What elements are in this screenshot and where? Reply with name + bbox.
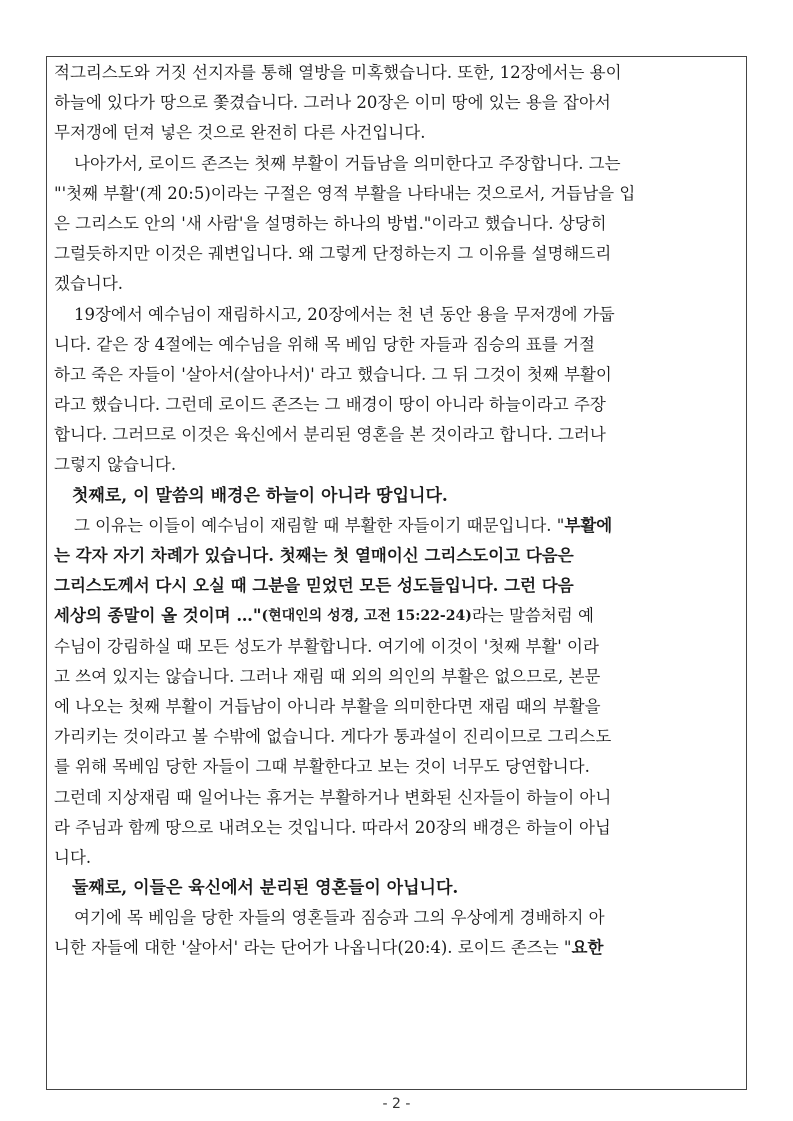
quote-line: 그리스도께서 다시 오실 때 그분을 믿었던 모든 성도들입니다. 그런 다음: [54, 576, 574, 596]
text-line: 하늘에 있다가 땅으로 쫓겼습니다. 그러나 20장은 이미 땅에 있는 용을 잡아서: [54, 93, 611, 113]
text-line: 라고 했습니다. 그런데 로이드 존즈는 그 배경이 땅이 아니라 하늘이라고 주장: [54, 395, 606, 415]
text-line: 무저갱에 던져 넣은 것으로 완전히 다른 사건입니다.: [54, 123, 426, 143]
page-number: - 2 -: [382, 1096, 411, 1112]
document-body: [54, 58, 742, 964]
text-line: 라 주님과 함께 땅으로 내려오는 것입니다. 따라서 20장의 배경은 하늘이 아닙: [54, 817, 611, 837]
text-line: 그 이유는 이들이 예수님이 재림할 때 부활한 자들이기 때문입니다. " 부활에: [74, 515, 613, 535]
text-line: 를 위해 목베임 당한 자들이 그때 부활한다고 보는 것이 너무도 당연합니다.: [54, 757, 590, 777]
text-line: 적그리스도와 거짓 선지자를 통해 열방을 미혹했습니다. 또한, 12장에서는 용이: [54, 63, 622, 82]
section-heading-second: 둘째로, 이들은 육신에서 분리된 영혼들이 아닙니다.: [72, 878, 459, 899]
text-line: "'첫째 부활'(계 20:5)이라는 구절은 영적 부활을 나타내는 것으로서, 거듭남을 입: [54, 183, 636, 203]
text-line: 가리키는 것이라고 볼 수밖에 없습니다. 게다가 통과설이 진리이므로 그리스도: [54, 727, 612, 747]
text-line: 합니다. 그러므로 이것은 육신에서 분리된 영혼을 본 것이라고 합니다. 그러나: [54, 425, 606, 445]
text-line: 고 쓰여 있지는 않습니다. 그러나 재림 때 외의 의인의 부활은 없으므로, 본문: [54, 666, 601, 686]
text-line: 에 나오는 첫째 부활이 거듭남이 아니라 부활을 의미한다면 재림 때의 부활을: [54, 696, 601, 716]
text-line: 그런데 지상재림 때 일어나는 휴거는 부활하거나 변화된 신자들이 하늘이 아니: [54, 787, 612, 807]
text-line: 니다. 같은 장 4절에는 예수님을 위해 목 베임 당한 자들과 짐승의 표를 거절: [54, 334, 595, 354]
quote-line: 세상의 종말이 올 것이며 …" (현대인의 성경, 고전 15:22-24) 라는 말씀처럼 예: [54, 606, 594, 626]
text-line: 19장에서 예수님이 재림하시고, 20장에서는 천 년 동안 용을 무저갱에 가둡: [74, 304, 615, 324]
text-line: 하고 죽은 자들이 '살아서(살아나서)' 라고 했습니다. 그 뒤 그것이 첫째 부활이: [54, 364, 612, 384]
text-line: 나아가서, 로이드 존즈는 첫째 부활이 거듭남을 의미한다고 주장합니다. 그는: [74, 153, 621, 173]
text-line: 그럴듯하지만 이것은 궤변입니다. 왜 그렇게 단정하는지 그 이유를 설명해드리: [54, 244, 612, 264]
quote-line: 는 각자 자기 차례가 있습니다. 첫째는 첫 열매이신 그리스도이고 다음은: [54, 546, 574, 565]
text-line: 니한 자들에 대한 '살아서' 라는 단어가 나옵니다(20:4). 로이드 존즈는 " 요한: [54, 938, 604, 958]
text-line: 수님이 강림하실 때 모든 성도가 부활합니다. 여기에 이것이 '첫째 부활' 이라: [54, 636, 599, 656]
section-heading-first: 첫째로, 이 말씀의 배경은 하늘이 아니라 땅입니다.: [72, 485, 448, 506]
text-line: 은 그리스도 안의 '새 사람'을 설명하는 하나의 방법."이라고 했습니다. 상당히: [54, 213, 607, 233]
text-line: 겠습니다.: [54, 274, 124, 294]
text-line: 그렇지 않습니다.: [54, 455, 177, 475]
text-line: 여기에 목 베임을 당한 자들의 영혼들과 짐승과 그의 우상에게 경배하지 아: [74, 908, 605, 928]
text-line: 니다.: [54, 847, 92, 867]
